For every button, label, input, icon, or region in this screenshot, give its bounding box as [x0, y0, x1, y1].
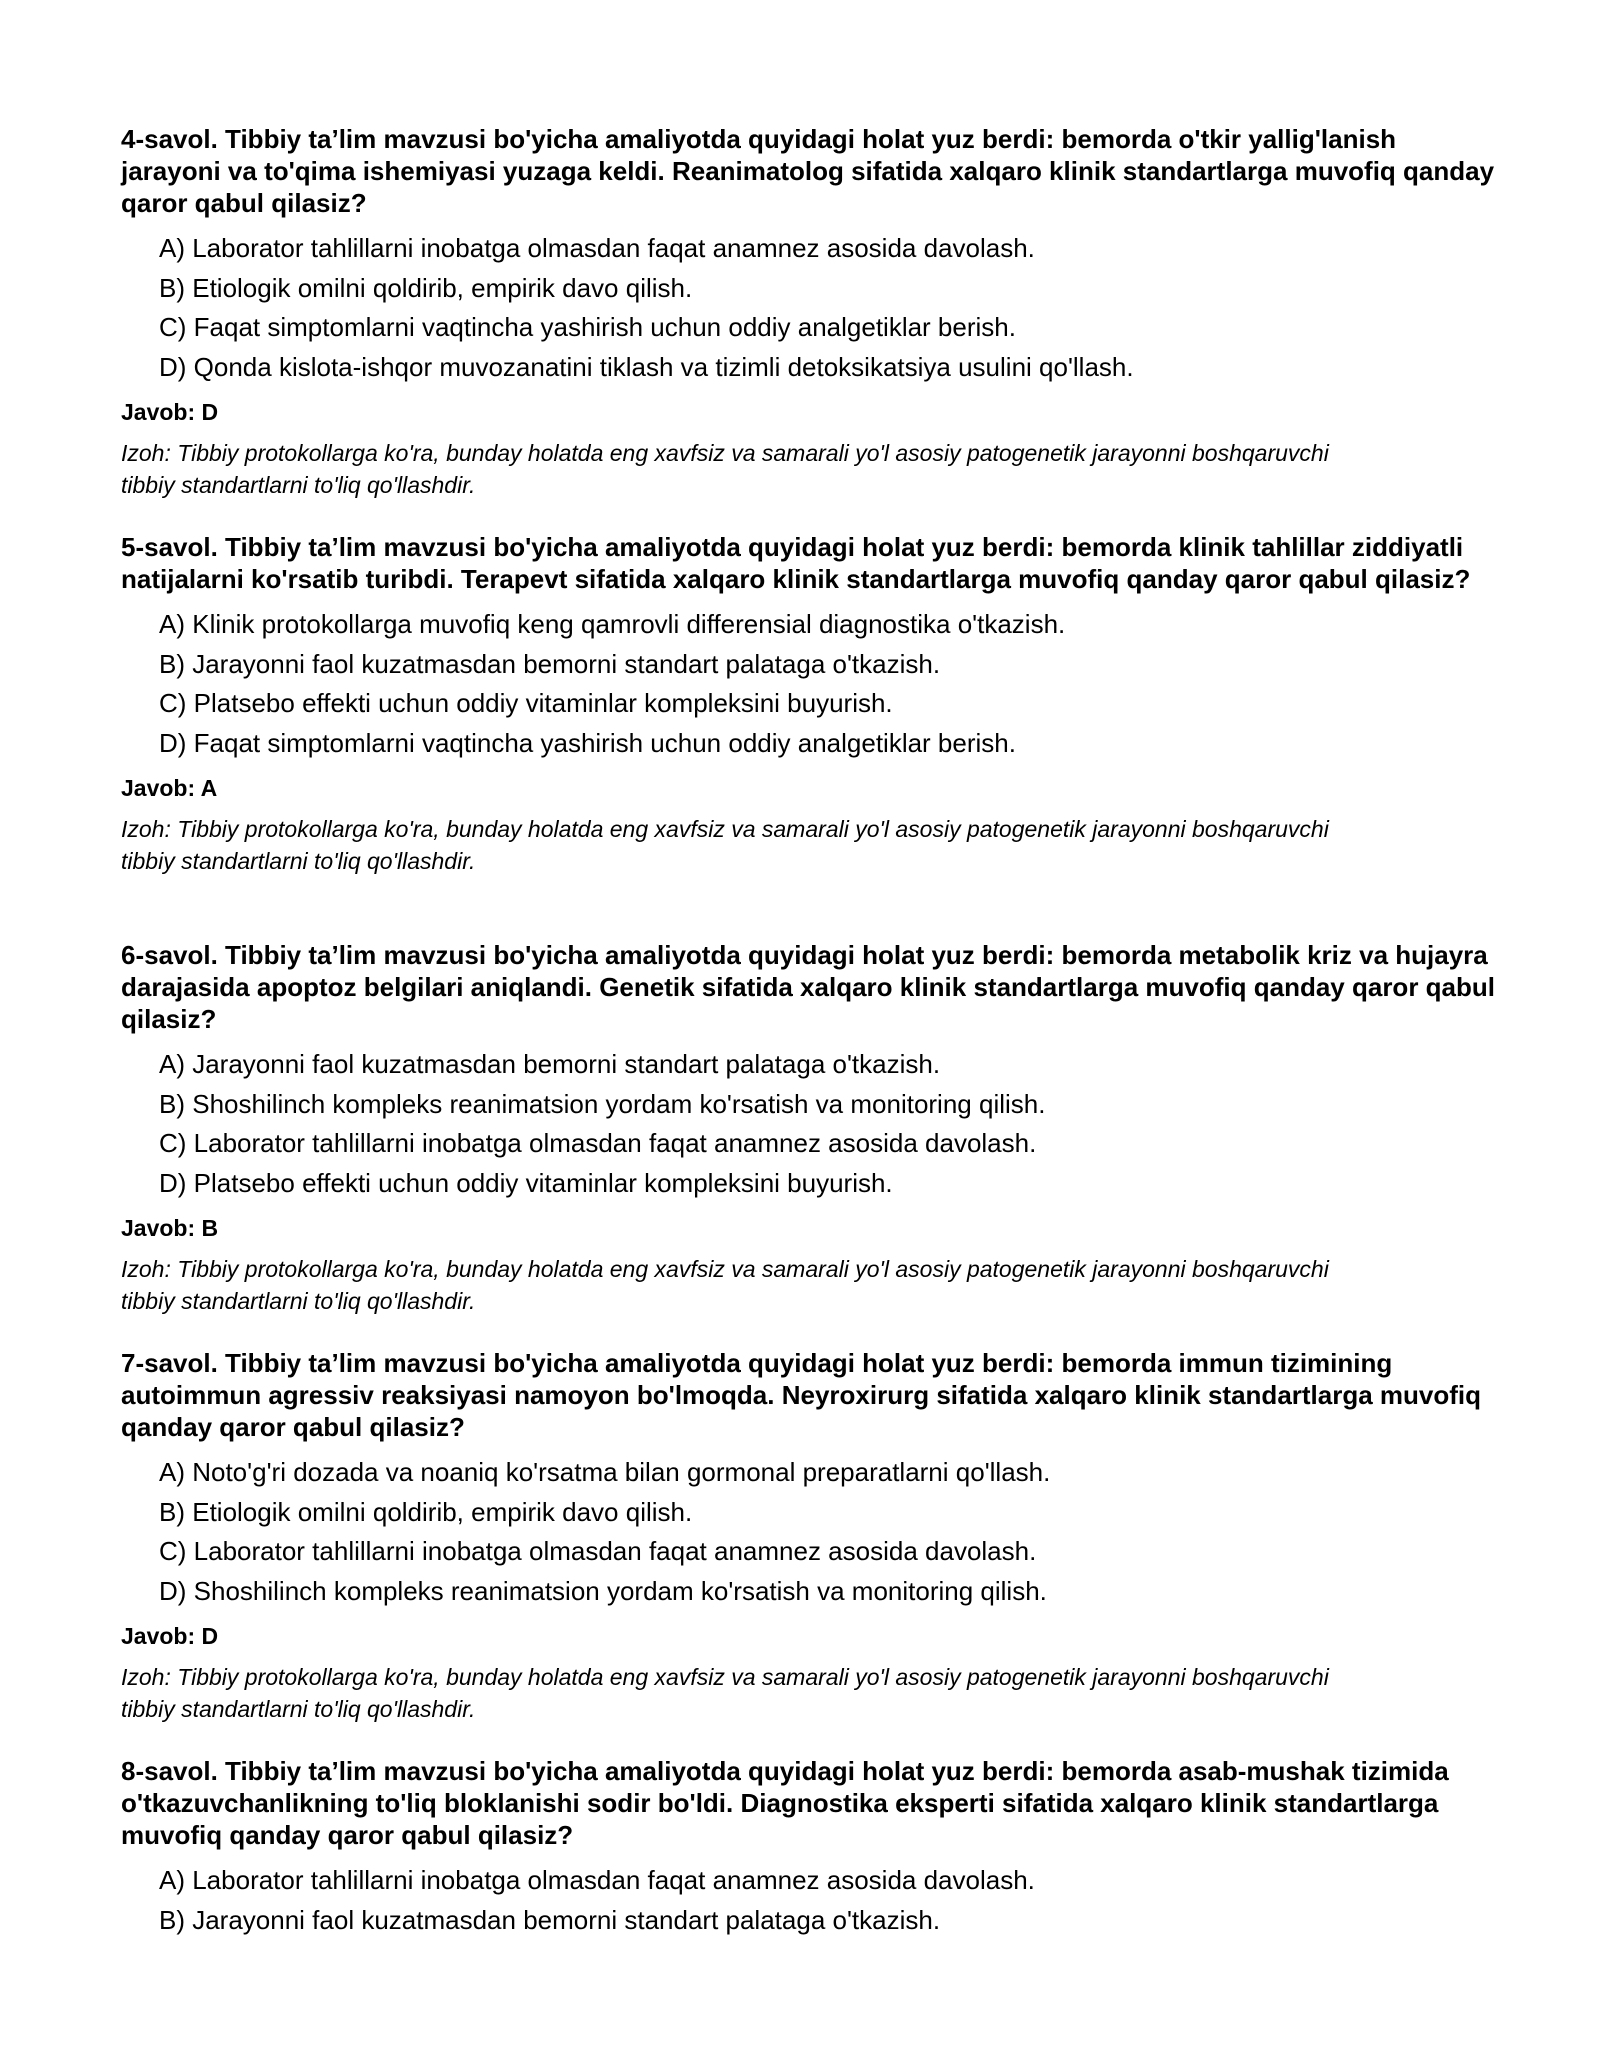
option-a: A) Laborator tahlillarni inobatga olmasdan faqat anamnez asosida davolash. — [159, 1865, 1035, 1895]
option-a: A) Klinik protokollarga muvofiq keng qamrovli differensial diagnostika o'tkazish. — [159, 609, 1066, 639]
option-a: A) Jarayonni faol kuzatmasdan bemorni standart palataga o'tkazish. — [159, 1049, 941, 1079]
explanation-note: Izoh: Tibbiy protokollarga ko'ra, bunday holatda eng xavfsiz va samarali yo'l asosiy patogenetik jarayonni boshqaruvchi tibbiy standartlarni to'liq qo'llashdir. — [121, 816, 1329, 874]
question-title: 7-savol. Tibbiy ta’lim mavzusi bo'yicha amaliyotda quyidagi holat yuz berdi: bemorda immun tizimining autoimmun agressiv reaksiyasi namoyon bo'lmoqda. Neyroxirurg sifatida xalqaro klinik standartlarga muvofiq qanday qaror qabul qilasiz? — [121, 1348, 1482, 1442]
answer-label: Javob: B — [121, 1215, 219, 1241]
option-a: A) Laborator tahlillarni inobatga olmasdan faqat anamnez asosida davolash. — [159, 233, 1035, 263]
option-b: B) Shoshilinch kompleks reanimatsion yordam ko'rsatish va monitoring qilish. — [159, 1088, 1046, 1119]
question-7 — [121, 1347, 1501, 1725]
option-d: D) Platsebo effekti uchun oddiy vitaminlar kompleksini buyurish. — [159, 1167, 893, 1198]
question-title: 4-savol. Tibbiy ta’lim mavzusi bo'yicha amaliyotda quyidagi holat yuz berdi: bemorda o'tkir yallig'lanish jarayoni va to'qima ishemiyasi yuzaga keldi. Reanimatolog sifatida xalqaro klinik standartlarga muvofiq qanday qaror qabul qilasiz? — [121, 124, 1495, 218]
explanation-note: Izoh: Tibbiy protokollarga ko'ra, bunday holatda eng xavfsiz va samarali yo'l asosiy patogenetik jarayonni boshqaruvchi tibbiy standartlarni to'liq qo'llashdir. — [121, 1256, 1329, 1314]
option-c: C) Laborator tahlillarni inobatga olmasdan faqat anamnez asosida davolash. — [159, 1536, 1037, 1566]
question-title: 6-savol. Tibbiy ta’lim mavzusi bo'yicha amaliyotda quyidagi holat yuz berdi: bemorda metabolik kriz va hujayra darajasida apoptoz belgilari aniqlandi. Genetik sifatida xalqaro klinik standartlarga muvofiq qanday qaror qabul qilasiz? — [121, 940, 1495, 1034]
option-b: B) Etiologik omilni qoldirib, empirik davo qilish. — [159, 272, 693, 303]
question-4 — [121, 123, 1501, 501]
question-title: 5-savol. Tibbiy ta’lim mavzusi bo'yicha amaliyotda quyidagi holat yuz berdi: bemorda klinik tahlillar ziddiyatli natijalarni ko'rsatib turibdi. Terapevt sifatida xalqaro klinik standartlarga muvofiq qanday qaror qabul qilasiz? — [121, 532, 1471, 594]
question-8 — [121, 1755, 1501, 1940]
option-b: B) Jarayonni faol kuzatmasdan bemorni standart palataga o'tkazish. — [159, 1904, 941, 1935]
option-a: A) Noto'g'ri dozada va noaniq ko'rsatma bilan gormonal preparatlarni qo'llash. — [159, 1457, 1051, 1487]
option-d: D) Faqat simptomlarni vaqtincha yashirish uchun oddiy analgetiklar berish. — [159, 727, 1016, 758]
question-5 — [121, 531, 1501, 877]
answer-label: Javob: D — [121, 399, 219, 425]
answer-label: Javob: A — [121, 775, 218, 801]
option-d: D) Shoshilinch kompleks reanimatsion yordam ko'rsatish va monitoring qilish. — [159, 1575, 1047, 1606]
options-list — [159, 1861, 1501, 1940]
option-c: C) Platsebo effekti uchun oddiy vitaminlar kompleksini buyurish. — [159, 688, 893, 718]
option-d: D) Qonda kislota-ishqor muvozanatini tiklash va tizimli detoksikatsiya usulini qo'llash. — [159, 351, 1134, 382]
question-6 — [121, 939, 1501, 1317]
explanation-note: Izoh: Tibbiy protokollarga ko'ra, bunday holatda eng xavfsiz va samarali yo'l asosiy patogenetik jarayonni boshqaruvchi tibbiy standartlarni to'liq qo'llashdir. — [121, 1664, 1329, 1722]
options-list — [159, 1453, 1501, 1611]
option-c: C) Faqat simptomlarni vaqtincha yashirish uchun oddiy analgetiklar berish. — [159, 312, 1016, 342]
question-title: 8-savol. Tibbiy ta’lim mavzusi bo'yicha amaliyotda quyidagi holat yuz berdi: bemorda asab-mushak tizimida o'tkazuvchanlikning to'liq bloklanishi sodir bo'ldi. Diagnostika eksperti sifatida xalqaro klinik standartlarga muvofiq qanday qaror qabul qilasiz? — [121, 1756, 1449, 1850]
option-b: B) Etiologik omilni qoldirib, empirik davo qilish. — [159, 1496, 693, 1527]
explanation-note: Izoh: Tibbiy protokollarga ko'ra, bunday holatda eng xavfsiz va samarali yo'l asosiy patogenetik jarayonni boshqaruvchi tibbiy standartlarni to'liq qo'llashdir. — [121, 440, 1329, 498]
option-c: C) Laborator tahlillarni inobatga olmasdan faqat anamnez asosida davolash. — [159, 1128, 1037, 1158]
answer-label: Javob: D — [121, 1623, 219, 1649]
option-b: B) Jarayonni faol kuzatmasdan bemorni standart palataga o'tkazish. — [159, 648, 941, 679]
options-list — [159, 1045, 1501, 1203]
options-list — [159, 605, 1501, 763]
options-list — [159, 229, 1501, 387]
